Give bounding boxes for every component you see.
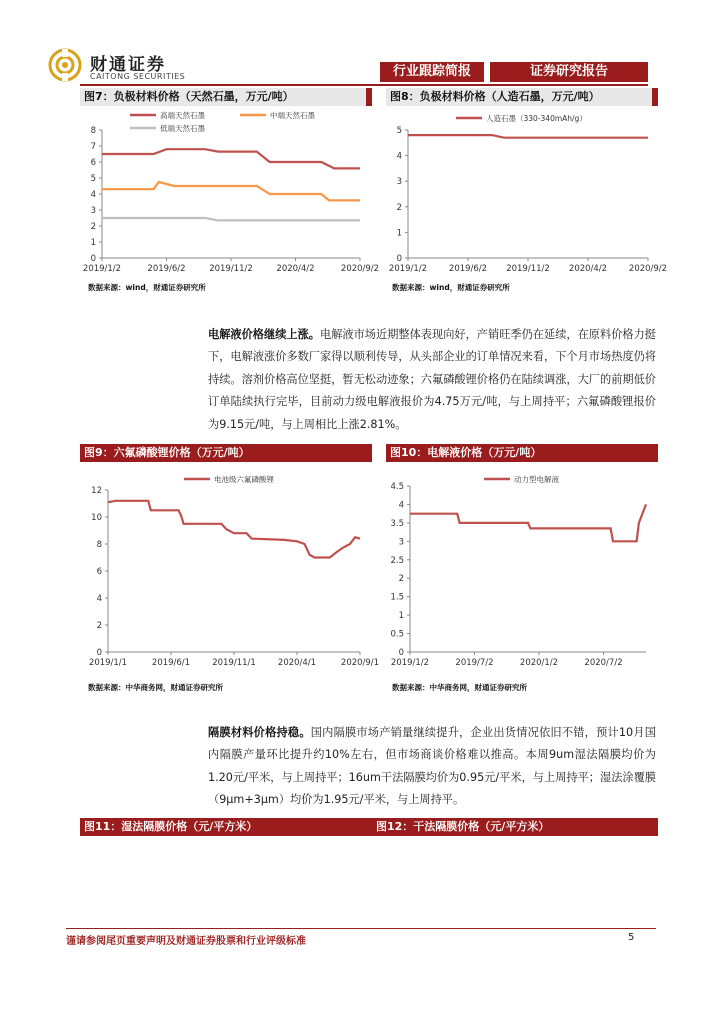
fig8-chart bbox=[386, 106, 668, 278]
electrolyte-paragraph bbox=[208, 324, 656, 436]
fig10-y-tick-label: 4.5 bbox=[390, 482, 404, 492]
separator-lead: 隔膜材料价格持稳。 bbox=[208, 726, 311, 739]
fig10-series-line-0 bbox=[410, 504, 646, 541]
fig9-x-tick-label: 2020/4/1 bbox=[277, 658, 317, 668]
report-category-tag: 证券研究报告 bbox=[490, 62, 648, 82]
fig8-x-tick-label: 2019/6/2 bbox=[448, 264, 488, 274]
fig10-chart bbox=[386, 466, 658, 674]
fig9-y-tick-label: 10 bbox=[91, 513, 102, 523]
fig9-title: 图9：六氟磷酸锂价格（万元/吨） bbox=[80, 444, 372, 462]
fig9-legend-label-0: 电池级六氟磷酸锂 bbox=[214, 475, 274, 484]
fig8-x-tick-label: 2019/11/2 bbox=[506, 264, 550, 274]
header-divider bbox=[80, 84, 648, 86]
fig9-y-tick-label: 6 bbox=[96, 567, 102, 577]
fig9-x-tick-label: 2020/9/1 bbox=[340, 658, 380, 668]
fig10-y-tick-label: 2 bbox=[398, 574, 404, 585]
fig7-x-tick-label: 2019/11/2 bbox=[209, 264, 253, 274]
fig8-x-tick-label: 2020/4/2 bbox=[568, 264, 608, 274]
fig7-y-tick-label: 4 bbox=[90, 190, 96, 200]
fig9-y-tick-label: 12 bbox=[91, 486, 102, 496]
fig10-x-tick-label: 2019/1/2 bbox=[390, 658, 430, 668]
fig10-y-tick-label: 1.5 bbox=[390, 592, 404, 603]
fig10-title: 图10：电解液价格（万元/吨） bbox=[386, 444, 658, 462]
fig7-chart bbox=[80, 106, 380, 278]
electrolyte-body: 电解液市场近期整体表现向好，产销旺季仍在延续，在原料价格力挺下，电解液涨价多数厂家得以顺利传导，从头部企业的订单情况来看，下个月市场热度仍将持续。溶剂价格高位坚挺，暂无松动迹象；六氟磷酸锂价格仍在陆续调涨，大厂的前期低价订单陆续执行完毕，目前动力级电解液报价为4.75万元/吨，与上周持平；六氟磷酸锂报价为9.15元/吨，与上周相比上涨2.81%。 bbox=[208, 328, 656, 431]
fig7-title: 图7：负极材料价格（天然石墨，万元/吨） bbox=[80, 88, 372, 106]
fig7-legend-label-0: 高端天然石墨 bbox=[160, 111, 205, 120]
fig7-x-tick-label: 2020/4/2 bbox=[276, 264, 315, 274]
fig7-series-line-0 bbox=[102, 149, 360, 168]
fig10-y-tick-label: 3.5 bbox=[390, 518, 404, 529]
fig9-x-tick-label: 2019/11/1 bbox=[212, 658, 256, 668]
fig7-y-tick-label: 2 bbox=[90, 222, 96, 232]
fig10-y-tick-label: 3 bbox=[398, 537, 404, 548]
fig10-x-tick-label: 2020/7/2 bbox=[584, 658, 623, 668]
fig10-x-tick-label: 2019/7/2 bbox=[455, 658, 494, 668]
fig7-legend-label-1: 中端天然石墨 bbox=[270, 111, 315, 120]
fig11-title: 图11：湿法隔膜价格（元/平方米） bbox=[80, 818, 372, 836]
fig7-y-tick-label: 5 bbox=[90, 174, 96, 184]
report-type-tag: 行业跟踪简报 bbox=[380, 62, 484, 82]
fig7-y-tick-label: 7 bbox=[90, 142, 96, 152]
fig10-y-tick-label: 4 bbox=[398, 500, 404, 511]
fig9-y-tick-label: 2 bbox=[96, 621, 102, 631]
separator-body: 国内隔膜市场产销量继续提升，企业出货情况依旧不错，预计10月国内隔膜产量环比提升约10%左右，但市场商谈价格难以推高。本周9um湿法隔膜均价为1.20元/平米，与上周持平；16um干法隔膜均价为0.95元/平米，与上周持平；湿法涂覆膜（9μm+3μm）均价为1.95元/平米，与上周持平。 bbox=[208, 726, 656, 807]
fig8-y-tick-label: 3 bbox=[396, 177, 402, 188]
fig10-y-tick-label: 1 bbox=[398, 611, 404, 622]
fig7-source: 数据来源：wind，财通证券研究所 bbox=[88, 283, 206, 292]
fig10-legend-label-0: 动力型电解液 bbox=[514, 475, 559, 484]
fig9-source: 数据来源：中华商务网，财通证券研究所 bbox=[88, 683, 223, 692]
fig8-y-tick-label: 2 bbox=[396, 202, 402, 213]
footer-divider bbox=[66, 928, 656, 929]
fig9-y-tick-label: 8 bbox=[96, 540, 102, 550]
fig8-legend-label-0: 人造石墨（330-340mAh/g） bbox=[486, 114, 587, 123]
fig7-x-tick-label: 2019/6/2 bbox=[147, 264, 186, 274]
fig10-y-tick-label: 0.5 bbox=[390, 629, 404, 640]
fig10-y-tick-label: 0 bbox=[398, 648, 404, 658]
fig10-source: 数据来源：中华商务网，财通证券研究所 bbox=[392, 683, 527, 692]
brand-name: 财通证券 bbox=[90, 55, 166, 75]
fig7-y-tick-label: 0 bbox=[90, 254, 96, 264]
fig8-x-tick-label: 2019/1/2 bbox=[388, 264, 428, 274]
electrolyte-lead: 电解液价格继续上涨。 bbox=[208, 328, 320, 341]
footer-disclaimer: 谨请参阅尾页重要声明及财通证券股票和行业评级标准 bbox=[66, 936, 306, 947]
page-number: 5 bbox=[628, 932, 635, 943]
fig12-title: 图12：干法隔膜价格（元/平方米） bbox=[372, 818, 658, 836]
brand-name-en: CAITONG SECURITIES bbox=[90, 72, 186, 81]
fig8-y-tick-label: 0 bbox=[396, 254, 402, 264]
fig10-y-tick-label: 2.5 bbox=[390, 555, 404, 566]
fig8-source: 数据来源：wind，财通证券研究所 bbox=[392, 283, 510, 292]
fig7-legend-label-2: 低端天然石墨 bbox=[160, 124, 205, 133]
fig7-series-line-2 bbox=[102, 218, 360, 220]
fig9-x-tick-label: 2019/6/1 bbox=[151, 658, 191, 668]
fig8-series-line-0 bbox=[408, 135, 648, 138]
fig10-x-tick-label: 2020/1/2 bbox=[519, 658, 559, 668]
fig7-y-tick-label: 6 bbox=[90, 158, 96, 168]
fig8-y-tick-label: 4 bbox=[396, 151, 402, 162]
fig8-y-tick-label: 1 bbox=[396, 228, 402, 239]
fig7-y-tick-label: 1 bbox=[90, 238, 96, 248]
fig9-y-tick-label: 4 bbox=[96, 594, 102, 604]
fig8-title: 图8：负极材料价格（人造石墨，万元/吨） bbox=[386, 88, 658, 106]
fig7-series-line-1 bbox=[102, 182, 360, 200]
fig7-y-tick-label: 3 bbox=[90, 206, 96, 216]
fig9-y-tick-label: 0 bbox=[96, 648, 102, 658]
fig7-x-tick-label: 2019/1/2 bbox=[82, 264, 122, 274]
fig7-x-tick-label: 2020/9/2 bbox=[340, 264, 380, 274]
fig9-series-line-0 bbox=[108, 501, 360, 558]
fig9-x-tick-label: 2019/1/1 bbox=[88, 658, 128, 668]
fig7-y-tick-label: 8 bbox=[90, 126, 96, 136]
separator-paragraph bbox=[208, 722, 656, 812]
fig8-y-tick-label: 5 bbox=[396, 126, 402, 136]
fig8-x-tick-label: 2020/9/2 bbox=[628, 264, 668, 274]
caitong-logo-icon bbox=[48, 48, 82, 82]
fig9-chart bbox=[80, 466, 380, 674]
